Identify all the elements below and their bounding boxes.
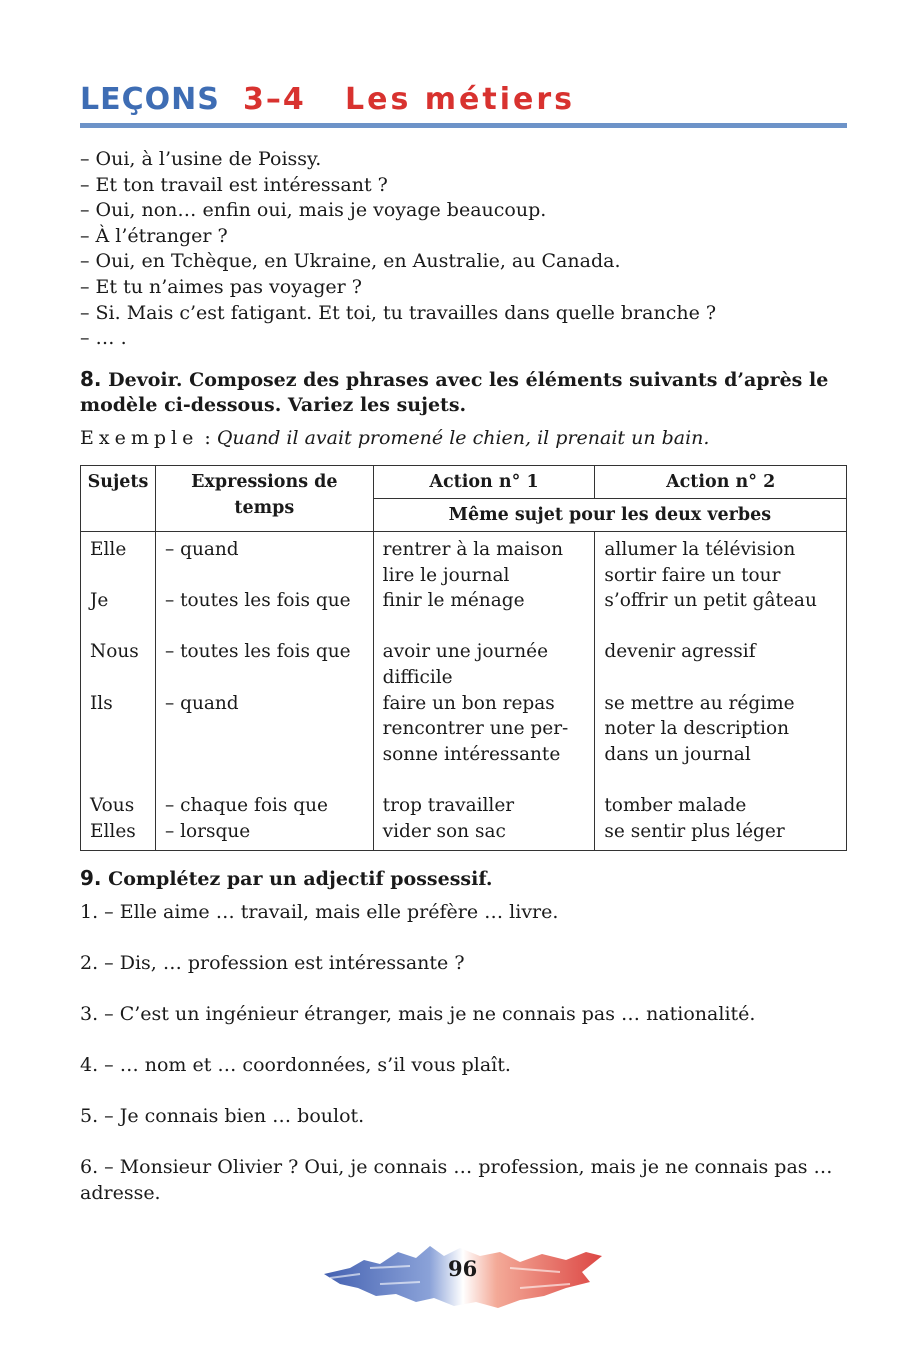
exercise-8-text: Devoir. Composez des phrases avec les éléments suivants d’après le modèle ci-dessous. Variez les sujets. [80, 369, 829, 416]
dialogue-line: – Oui, à l’usine de Poissy. [80, 148, 322, 170]
action-2: noter la description [604, 718, 790, 740]
header-expressions: Expressions de temps [155, 466, 373, 532]
lesson-title: Les métiers [345, 82, 575, 117]
exercise-9-instruction [80, 865, 492, 892]
exercise-8-instruction [80, 367, 847, 418]
header-action-1: Action n° 1 [373, 466, 595, 499]
example-text: Quand il avait promené le chien, il prenait un bain. [216, 427, 710, 449]
action-2 [604, 614, 840, 640]
exercise-9-item: 1. – Elle aime … travail, mais elle préfère … livre. [80, 901, 559, 923]
exercise-9-item: 2. – Dis, … profession est intéressante ? [80, 952, 465, 974]
exercise-8-number: 8. [80, 367, 102, 391]
page-footer [320, 1238, 605, 1313]
action-2: s’offrir un petit gâteau [604, 590, 817, 612]
dialogue-line: – Oui, en Tchèque, en Ukraine, en Australie, au Canada. [80, 250, 621, 273]
exercise-9-item: 6. – Monsieur Olivier ? Oui, je connais … profession, mais je ne connais pas … adresse. [80, 1156, 833, 1204]
exercise-9-item: 5. – Je connais bien … boulot. [80, 1105, 365, 1127]
header-same-subject: Même sujet pour les deux verbes [373, 499, 846, 532]
subject [90, 563, 149, 589]
action-1 [383, 767, 589, 793]
lesson-header [80, 80, 847, 128]
exercise-9-item: 3. – C’est un ingénieur étranger, mais je ne connais pas … nationalité. [80, 1003, 756, 1025]
subject: Je [90, 590, 109, 612]
expression: – chaque fois que [164, 794, 328, 816]
header-action-2: Action n° 2 [595, 466, 847, 499]
page-number: 96 [448, 1256, 478, 1281]
action-2: sortir faire un tour [604, 564, 781, 586]
action-1: difficile [382, 666, 453, 688]
subject: Ils [90, 692, 113, 714]
subject: Nous [90, 641, 139, 663]
action-2-cell [595, 532, 847, 851]
action-2: devenir agressif [604, 641, 756, 663]
subject [90, 742, 149, 768]
subject [90, 716, 149, 742]
dialogue-line: – Et ton travail est intéressant ? [80, 173, 388, 196]
subjects-cell [81, 532, 156, 851]
lesson-number: 3–4 [243, 82, 306, 117]
expression [165, 767, 367, 793]
action-2: tomber malade [604, 794, 747, 816]
action-1: avoir une journée [382, 641, 549, 663]
action-2: se mettre au régime [604, 692, 795, 714]
expression: – toutes les fois que [164, 641, 351, 663]
lessons-label: LEÇONS [80, 82, 220, 117]
subject [90, 665, 149, 691]
subject: Elle [90, 539, 127, 560]
header-subjects: Sujets [81, 466, 156, 532]
exercise-9-item: 4. – … nom et … coordonnées, s’il vous plaît. [80, 1054, 511, 1076]
dialogue-line: – Oui, non… enfin oui, mais je voyage beaucoup. [80, 199, 547, 222]
exercise-table [80, 465, 847, 851]
action-2: dans un journal [604, 743, 751, 765]
expression: – toutes les fois que [164, 590, 351, 612]
exercise-9-number: 9. [80, 866, 102, 890]
expression [165, 563, 367, 589]
expression [165, 716, 367, 742]
dialogue-line: – À l’étranger ? [80, 224, 228, 247]
expression [165, 614, 367, 640]
action-1: lire le journal [382, 564, 510, 586]
dialogue [80, 147, 716, 352]
expression [165, 665, 367, 691]
subject: Elles [90, 820, 136, 842]
expression: – quand [164, 692, 239, 714]
action-1: finir le ménage [382, 590, 525, 612]
example-line: Exemple : Quand il avait promené le chien, il prenait un bain. [80, 427, 710, 449]
action-2: allumer la télévision [604, 539, 796, 560]
expressions-cell [155, 532, 373, 851]
expression: – lorsque [164, 820, 251, 842]
exercise-9-text: Complétez par un adjectif possessif. [108, 868, 493, 890]
action-1: rentrer à la maison [382, 539, 564, 560]
action-2 [604, 665, 840, 691]
action-1-cell [373, 532, 595, 851]
header-rule [80, 123, 847, 128]
action-2 [604, 767, 840, 793]
table-row [81, 532, 847, 851]
dialogue-line: – Et tu n’aimes pas voyager ? [80, 275, 362, 298]
action-1: sonne intéressante [382, 743, 561, 765]
subject [90, 767, 149, 793]
expression [165, 742, 367, 768]
dialogue-line: – Si. Mais c’est fatigant. Et toi, tu travailles dans quelle branche ? [80, 301, 717, 324]
expression: – quand [164, 539, 239, 560]
example-label: Exemple [80, 427, 199, 449]
subject [90, 614, 149, 640]
action-1 [383, 614, 589, 640]
action-1: trop travailler [382, 794, 515, 816]
action-1: rencontrer une per- [382, 718, 569, 740]
action-2: se sentir plus léger [604, 820, 785, 842]
dialogue-line: – … . [80, 327, 127, 350]
action-1: vider son sac [382, 820, 506, 842]
subject: Vous [90, 794, 135, 816]
action-1: faire un bon repas [382, 692, 555, 714]
